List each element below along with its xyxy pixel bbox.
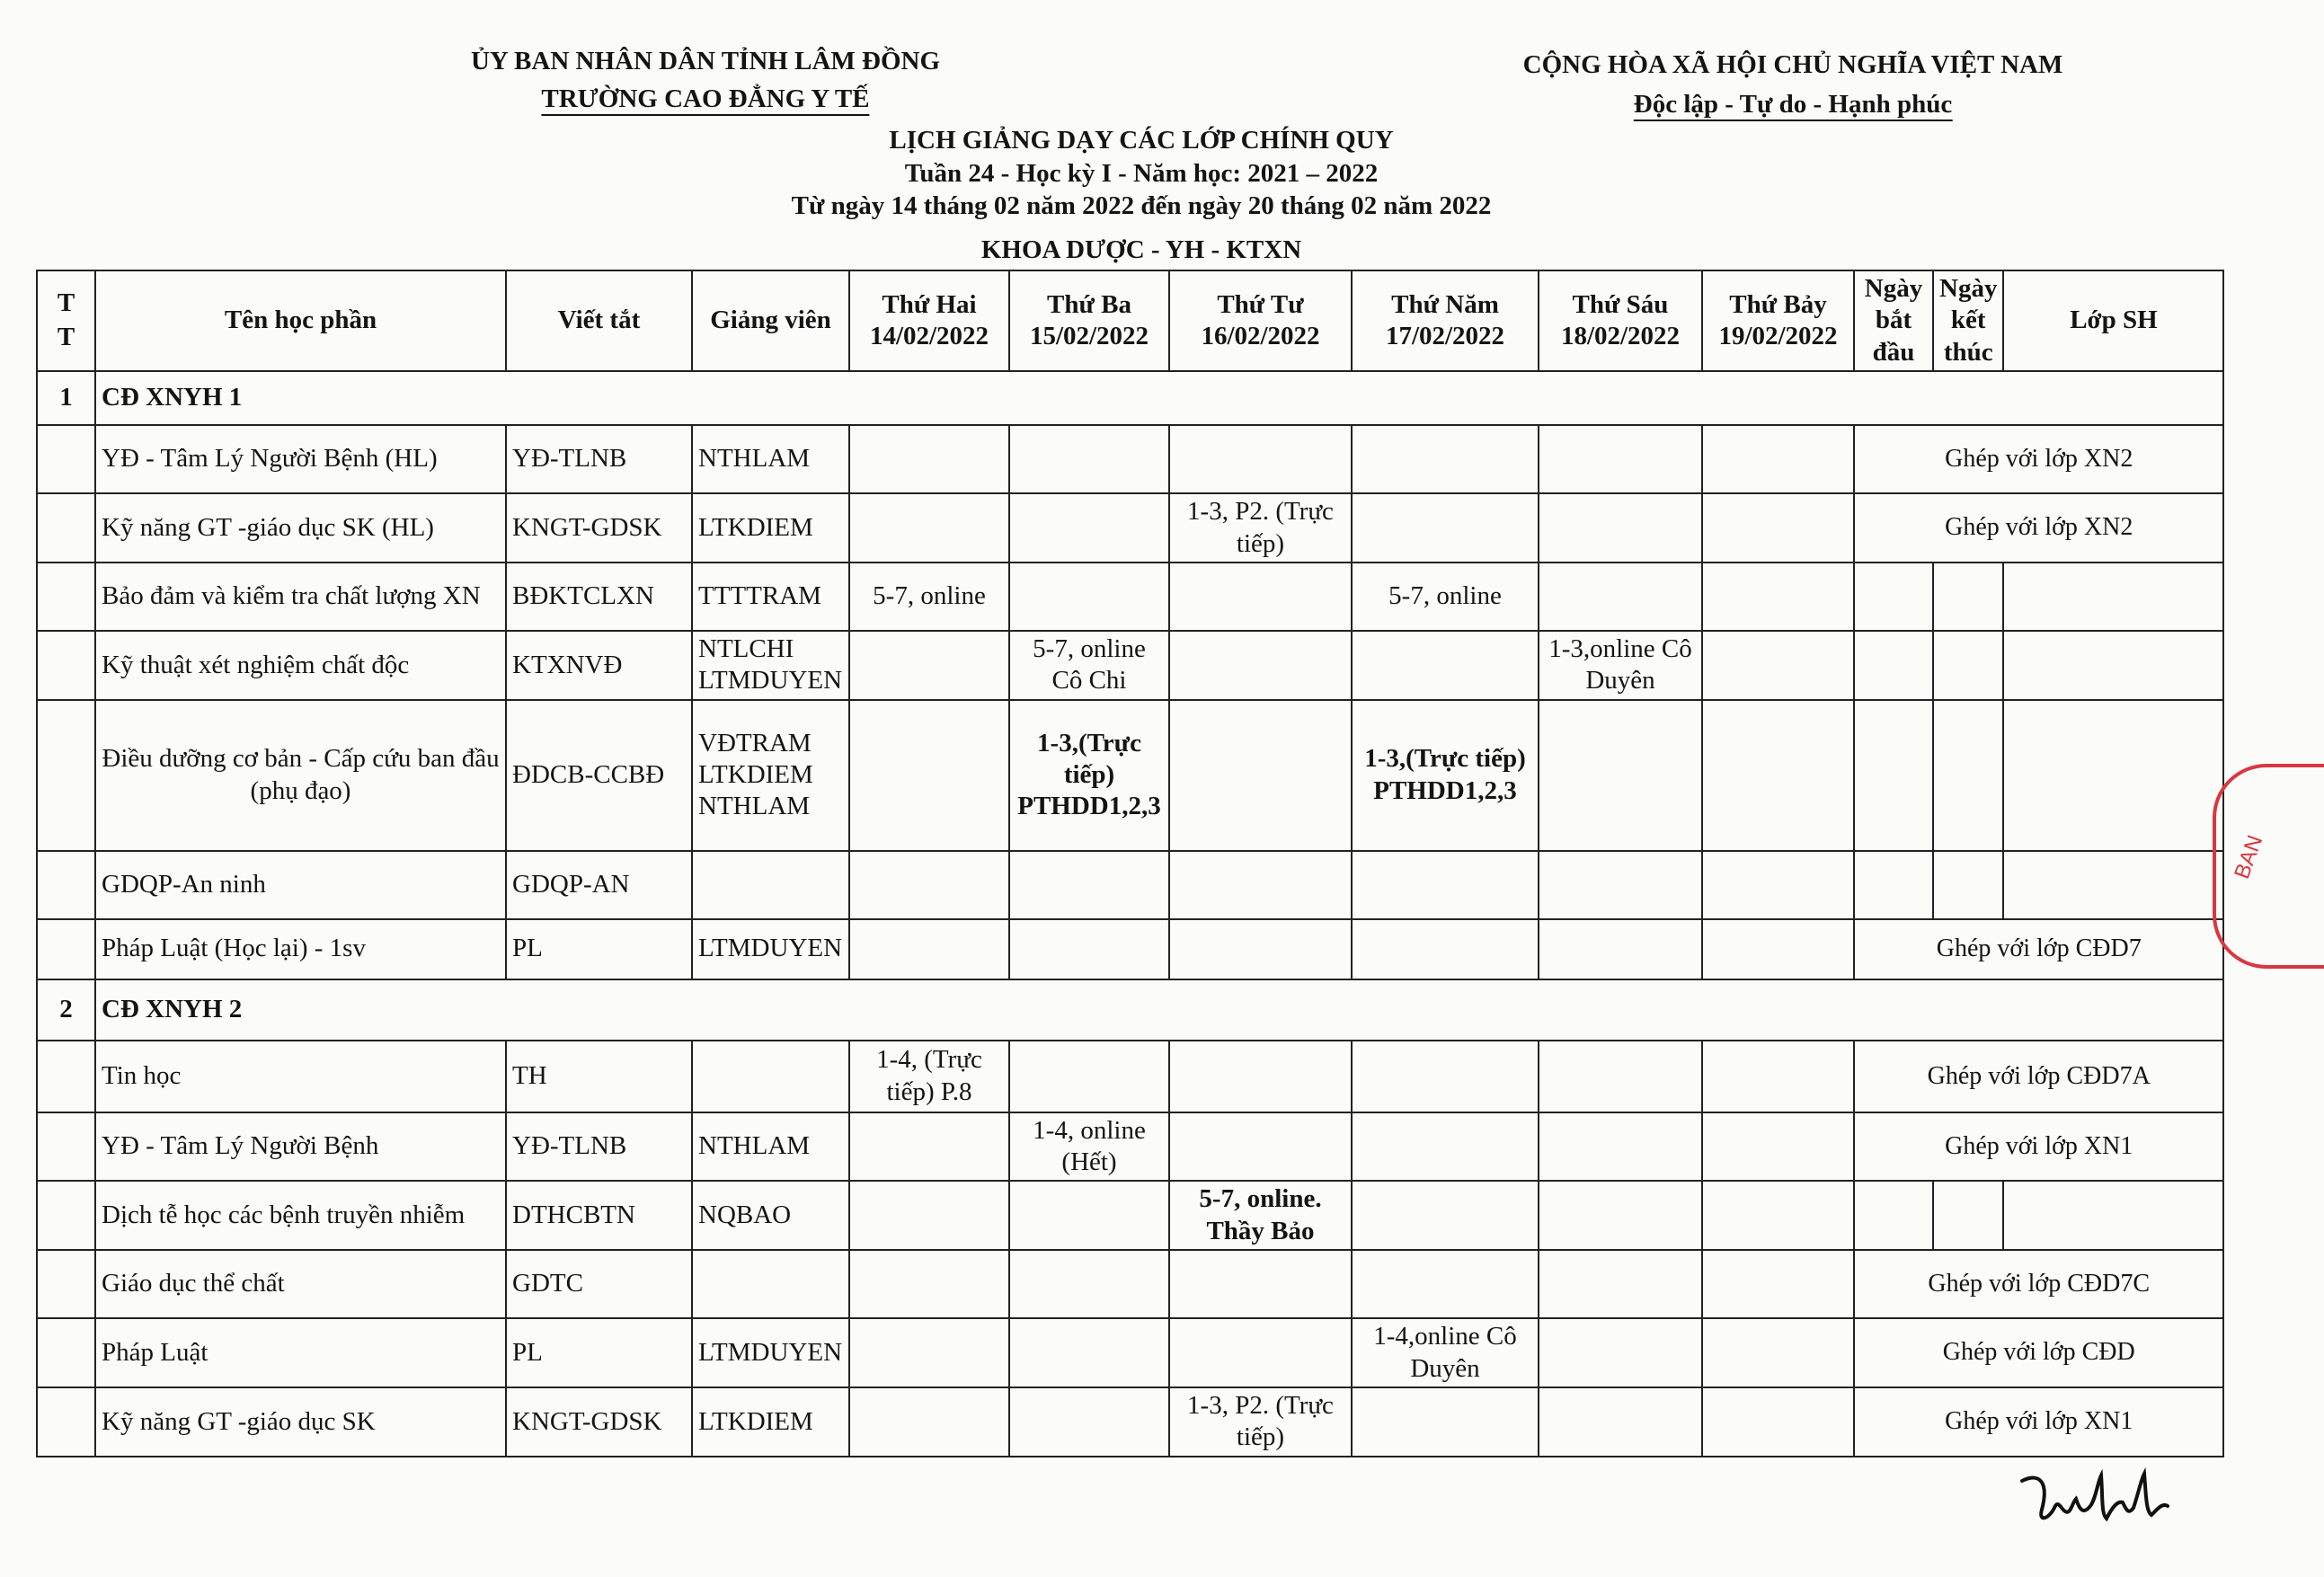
schedule-wed: 5-7, online. Thầy Bảo [1169,1181,1352,1250]
tt-cell [37,1181,95,1250]
course-name: Kỹ năng GT -giáo dục SK (HL) [95,493,506,563]
tt-cell [37,563,95,631]
schedule-sat [1702,1181,1854,1250]
header-mon [849,270,1009,371]
header-tue-day: Thứ Ba [1047,289,1131,319]
start-date [1854,563,1933,631]
abbreviation: DTHCBTN [506,1181,692,1250]
schedule-wed [1169,425,1352,493]
schedule-tue [1009,563,1169,631]
lecturer [692,563,849,631]
end-date [1933,631,2003,700]
course-name: Dịch tễ học các bệnh truyền nhiễm [95,1181,506,1250]
header-class: Lớp SH [2003,270,2223,371]
header-sat-date: 19/02/2022 [1718,322,1838,351]
table-row [37,700,2223,851]
course-name: Tin học [95,1041,506,1112]
abbreviation: YĐ-TLNB [506,1112,692,1182]
section-row [37,371,2223,425]
table-row [37,1112,2223,1182]
schedule-wed [1169,851,1352,919]
table-row [37,919,2223,979]
schedule-mon [849,1112,1009,1182]
schedule-sat [1702,563,1854,631]
schedule-thu [1352,1387,1539,1457]
section-name: CĐ XNYH 1 [95,371,2223,425]
schedule-wed [1169,919,1352,979]
page-title: LỊCH GIẢNG DẠY CÁC LỚP CHÍNH QUY [889,126,1394,155]
schedule-sat [1702,919,1854,979]
schedule-fri [1539,1041,1702,1112]
schedule-thu [1352,1112,1539,1182]
schedule-sat [1702,1318,1854,1387]
tt-cell [37,1318,95,1387]
lecturer-name: LTKDIEM [698,759,813,789]
table-row [37,1250,2223,1318]
lecturer-name: LTKDIEM [698,1406,813,1436]
schedule-thu: 5-7, online [1352,563,1539,631]
table-row [37,493,2223,563]
signature [2013,1456,2193,1537]
section-row [37,979,2223,1041]
schedule-fri [1539,1112,1702,1182]
class-sh [2003,563,2223,631]
schedule-thu [1352,631,1539,700]
table-row [37,563,2223,631]
table-row [37,1181,2223,1250]
lecturer-name: LTMDUYEN [698,934,843,963]
abbreviation: PL [506,919,692,979]
schedule-wed: 1-3, P2. (Trực tiếp) [1169,493,1352,563]
course-name: Giáo dục thể chất [95,1250,506,1318]
header-wed [1169,270,1352,371]
section-name: CĐ XNYH 2 [95,979,2223,1041]
tt-cell [37,1041,95,1112]
lecturer [692,631,849,700]
schedule-sat [1702,425,1854,493]
abbreviation: KNGT-GDSK [506,493,692,563]
schedule-fri [1539,1318,1702,1387]
header-mon-day: Thứ Hai [882,289,977,319]
date-range: Từ ngày 14 tháng 02 năm 2022 đến ngày 20 tháng 02 năm 2022 [791,191,1492,220]
schedule-mon [849,1387,1009,1457]
lecturer [692,1041,849,1112]
table-row [37,1318,2223,1387]
lecturer [692,1318,849,1387]
table-row [37,425,2223,493]
lecturer-name: VĐTRAM [698,728,812,757]
merged-class-note: Ghép với lớp CĐD [1854,1318,2223,1387]
schedule-tue: 1-3,(Trực tiếp) PTHDD1,2,3 [1009,700,1169,851]
schedule-fri [1539,1250,1702,1318]
end-date [1933,563,2003,631]
course-name: YĐ - Tâm Lý Người Bệnh (HL) [95,425,506,493]
lecturer-name: LTMDUYEN [698,666,843,695]
schedule-sat [1702,1112,1854,1182]
header-tue [1009,270,1169,371]
national-motto: CỘNG HÒA XÃ HỘI CHỦ NGHĨA VIỆT NAM [1522,50,2063,79]
schedule-thu: 1-3,(Trực tiếp) PTHDD1,2,3 [1352,700,1539,851]
header-mon-date: 14/02/2022 [869,322,989,351]
schedule-tue [1009,1318,1169,1387]
schedule-mon [849,631,1009,700]
header-fri-date: 18/02/2022 [1560,322,1681,351]
schedule-wed [1169,1318,1352,1387]
lecturer-name: LTMDUYEN [698,1337,843,1367]
header-fri [1539,270,1702,371]
merged-class-note: Ghép với lớp XN1 [1854,1387,2223,1457]
lecturer [692,1250,849,1318]
course-name: Bảo đảm và kiểm tra chất lượng XN [95,563,506,631]
class-sh [2003,631,2223,700]
schedule-tue [1009,425,1169,493]
header-tue-date: 15/02/2022 [1029,322,1149,351]
abbreviation: TH [506,1041,692,1112]
schedule-wed [1169,563,1352,631]
schedule-thu [1352,1181,1539,1250]
tt-cell [37,1250,95,1318]
header-course: Tên học phần [95,270,506,371]
schedule-thu [1352,493,1539,563]
merged-class-note: Ghép với lớp XN1 [1854,1112,2223,1182]
national-slogan: Độc lập - Tự do - Hạnh phúc [1634,90,1953,120]
schedule-mon: 1-4, (Trực tiếp) P.8 [849,1041,1009,1112]
schedule-mon [849,425,1009,493]
lecturer [692,1387,849,1457]
lecturer [692,493,849,563]
seal-text: BAN [2230,832,2268,882]
header-end: Ngày kết thúc [1933,270,2003,371]
tt-cell [37,1112,95,1182]
official-seal [2213,764,2324,969]
abbreviation: KNGT-GDSK [506,1387,692,1457]
schedule-fri [1539,1387,1702,1457]
header-lecturer: Giảng viên [692,270,849,371]
schedule-wed: 1-3, P2. (Trực tiếp) [1169,1387,1352,1457]
schedule-fri [1539,919,1702,979]
course-name: Pháp Luật (Học lại) - 1sv [95,919,506,979]
schedule-tue [1009,1250,1169,1318]
header-tt: T T [37,270,95,371]
schedule-tue [1009,493,1169,563]
schedule-thu [1352,1250,1539,1318]
abbreviation: KTXNVĐ [506,631,692,700]
faculty-name: KHOA DƯỢC - YH - KTXN [980,235,1302,264]
schedule-mon [849,700,1009,851]
schedule-wed [1169,1041,1352,1112]
schedule-mon [849,919,1009,979]
tt-cell [37,851,95,919]
header-row [37,270,2223,371]
lecturer-name: NTLCHI [698,633,794,663]
end-date [1933,1181,2003,1250]
abbreviation: PL [506,1318,692,1387]
table-row [37,851,2223,919]
class-sh [2003,1181,2223,1250]
abbreviation: BĐKTCLXN [506,563,692,631]
schedule-mon [849,1250,1009,1318]
section-number: 2 [37,979,95,1041]
schedule-sat [1702,1250,1854,1318]
schedule-sat [1702,631,1854,700]
start-date [1854,631,1933,700]
schedule-sat [1702,700,1854,851]
header-sat-day: Thứ Bảy [1729,289,1827,319]
schedule-tue [1009,1387,1169,1457]
schedule-fri: 1-3,online Cô Duyên [1539,631,1702,700]
schedule-tue: 5-7, online Cô Chi [1009,631,1169,700]
schedule-fri [1539,851,1702,919]
start-date [1854,1181,1933,1250]
header-wed-day: Thứ Tư [1217,289,1304,319]
class-sh [2003,700,2223,851]
tt-cell [37,425,95,493]
schedule-thu [1352,425,1539,493]
lecturer-name: LTKDIEM [698,512,813,542]
lecturer [692,425,849,493]
school-name: TRƯỜNG CAO ĐẲNG Y TẾ [541,84,869,114]
schedule-fri [1539,700,1702,851]
header-wed-date: 16/02/2022 [1201,322,1320,351]
lecturer [692,851,849,919]
schedule-tue [1009,851,1169,919]
merged-class-note: Ghép với lớp CĐD7C [1854,1250,2223,1318]
abbreviation: YĐ-TLNB [506,425,692,493]
start-date [1854,700,1933,851]
merged-class-note: Ghép với lớp XN2 [1854,493,2223,563]
schedule-thu [1352,919,1539,979]
schedule-fri [1539,1181,1702,1250]
agency-name: ỦY BAN NHÂN DÂN TỈNH LÂM ĐỒNG [470,47,941,75]
schedule-sat [1702,493,1854,563]
schedule-tue [1009,919,1169,979]
schedule-tue: 1-4, online (Hết) [1009,1112,1169,1182]
tt-cell [37,631,95,700]
tt-cell [37,919,95,979]
course-name: Kỹ thuật xét nghiệm chất độc [95,631,506,700]
abbreviation: GDQP-AN [506,851,692,919]
tt-cell [37,1387,95,1457]
lecturer-name: NTHLAM [698,792,811,821]
schedule-thu: 1-4,online Cô Duyên [1352,1318,1539,1387]
schedule-mon: 5-7, online [849,563,1009,631]
schedule-wed [1169,1112,1352,1182]
table-row [37,1041,2223,1112]
abbreviation: ĐDCB-CCBĐ [506,700,692,851]
header-start: Ngày bắt đầu [1854,270,1933,371]
merged-class-note: Ghép với lớp XN2 [1854,425,2223,493]
tt-cell [37,493,95,563]
schedule-fri [1539,425,1702,493]
lecturer [692,1181,849,1250]
schedule-wed [1169,700,1352,851]
schedule-mon [849,1181,1009,1250]
schedule-wed [1169,1250,1352,1318]
header-fri-day: Thứ Sáu [1572,289,1669,319]
schedule-table [36,270,2224,1457]
schedule-sat [1702,851,1854,919]
schedule-sat [1702,1041,1854,1112]
lecturer-name: TTTTRAM [698,581,821,611]
lecturer [692,919,849,979]
schedule-fri [1539,563,1702,631]
class-sh [2003,851,2223,919]
header-thu [1352,270,1539,371]
course-name: Điều dưỡng cơ bản - Cấp cứu ban đầu (phụ đạo) [95,700,506,851]
schedule-mon [849,493,1009,563]
table-row [37,1387,2223,1457]
header-thu-day: Thứ Năm [1391,289,1499,319]
header-thu-date: 17/02/2022 [1385,322,1505,351]
end-date [1933,700,2003,851]
header-abbr: Viết tắt [506,270,692,371]
schedule-sat [1702,1387,1854,1457]
merged-class-note: Ghép với lớp CĐD7 [1854,919,2223,979]
schedule-mon [849,851,1009,919]
end-date [1933,851,2003,919]
lecturer-name: NTHLAM [698,444,811,474]
schedule-wed [1169,631,1352,700]
schedule-thu [1352,851,1539,919]
table-row [37,631,2223,700]
course-name: Pháp Luật [95,1318,506,1387]
schedule-fri [1539,493,1702,563]
schedule-thu [1352,1041,1539,1112]
lecturer-name: NTHLAM [698,1131,811,1161]
header-sat [1702,270,1854,371]
lecturer [692,1112,849,1182]
start-date [1854,851,1933,919]
course-name: YĐ - Tâm Lý Người Bệnh [95,1112,506,1182]
schedule-mon [849,1318,1009,1387]
schedule-tue [1009,1181,1169,1250]
course-name: GDQP-An ninh [95,851,506,919]
course-name: Kỹ năng GT -giáo dục SK [95,1387,506,1457]
schedule-tue [1009,1041,1169,1112]
lecturer [692,700,849,851]
lecturer-name: NQBAO [698,1200,792,1230]
section-number: 1 [37,371,95,425]
merged-class-note: Ghép với lớp CĐD7A [1854,1041,2223,1112]
week-info: Tuần 24 - Học kỳ I - Năm học: 2021 – 2022 [904,159,1379,188]
tt-cell [37,700,95,851]
abbreviation: GDTC [506,1250,692,1318]
